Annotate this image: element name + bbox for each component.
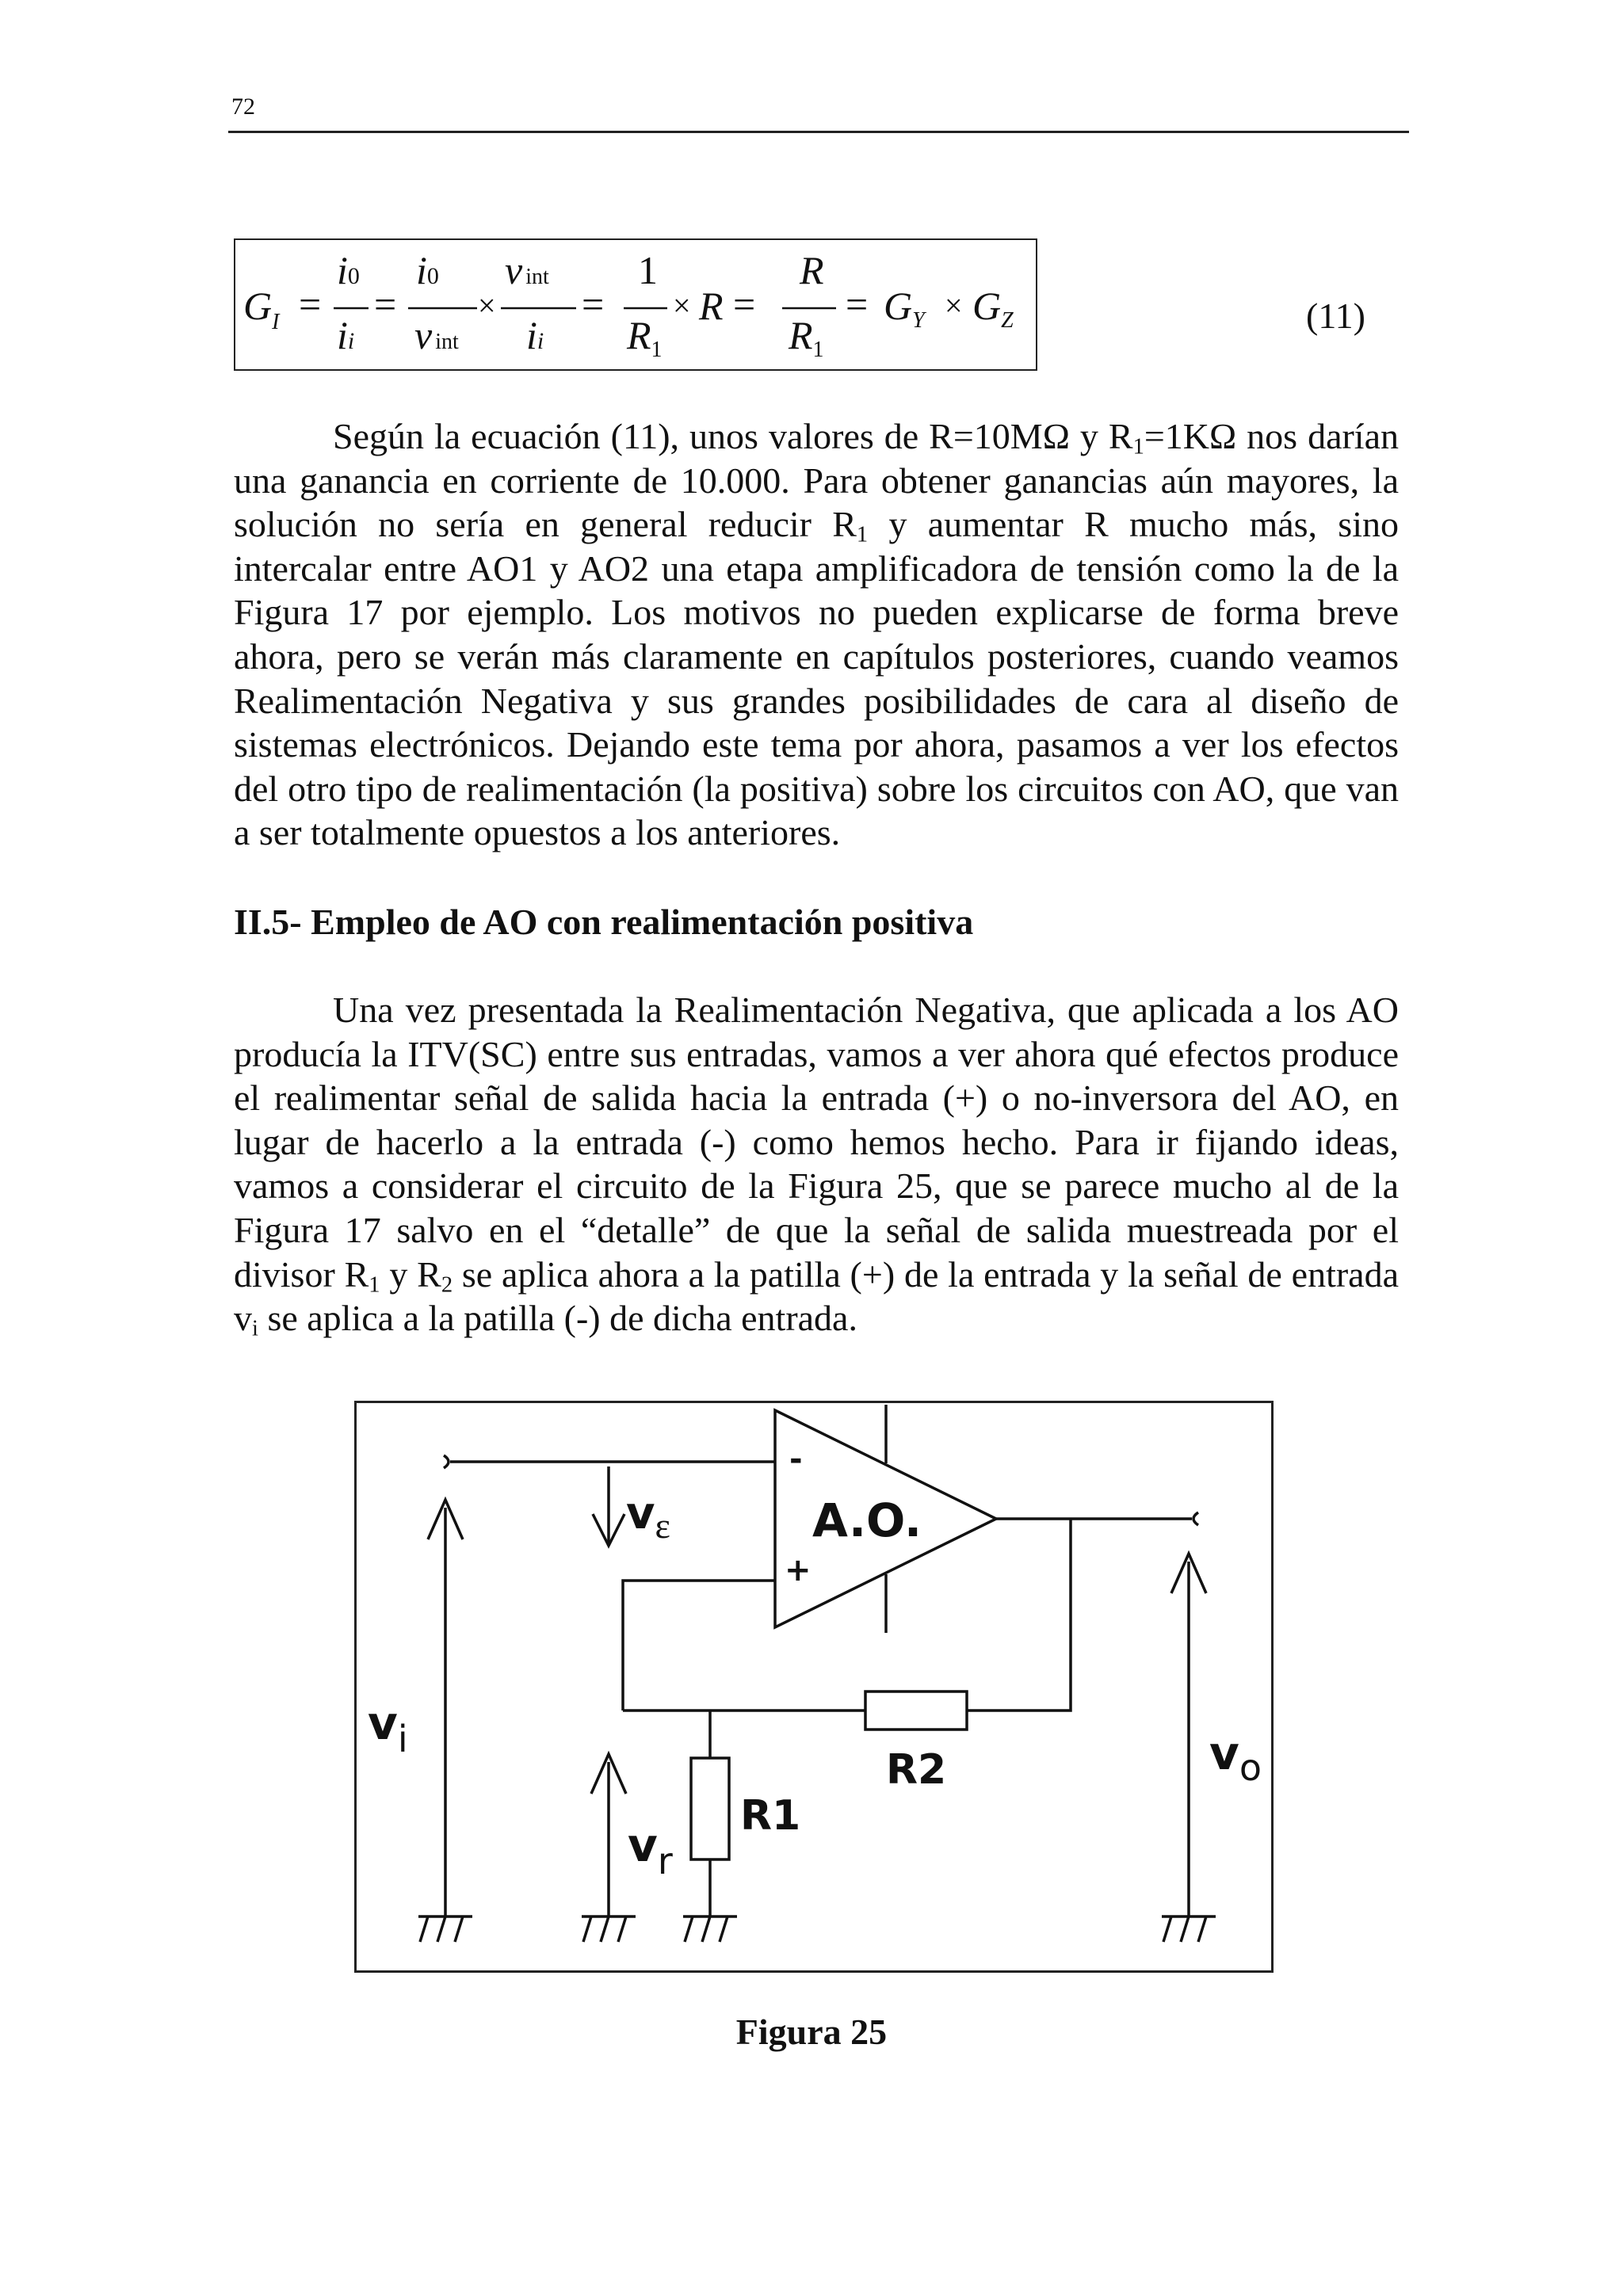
r1-label: R1 xyxy=(740,1792,801,1840)
eq-f3-den: ii xyxy=(526,313,544,357)
eq-f1-num: i0 xyxy=(337,248,360,292)
wire-feedback-plus xyxy=(623,1581,775,1711)
eq-gy: $G_Y$ xyxy=(884,284,925,333)
resistor-r2 xyxy=(865,1691,967,1730)
eq-lhs: $G_I$ xyxy=(243,284,280,334)
eq-f2-num: i0 xyxy=(416,248,439,292)
ground-r1 xyxy=(683,1917,737,1942)
eq-sign-5: = xyxy=(846,282,869,326)
ground-vi xyxy=(418,1917,472,1942)
wire-output-to-r2 xyxy=(967,1519,1071,1711)
vo-label: $v_o$ xyxy=(1209,1726,1262,1789)
r2-label: R2 xyxy=(886,1746,947,1794)
eq-sign-1: = xyxy=(299,282,322,326)
equation-svg xyxy=(235,240,1036,369)
page-number: 72 xyxy=(231,93,255,120)
circuit-diagram xyxy=(357,1403,1271,1970)
ground-vo xyxy=(1162,1917,1216,1942)
eq-f1-den: ii xyxy=(337,313,355,357)
eq-f2-den: vint xyxy=(414,313,459,357)
header-rule xyxy=(228,131,1409,133)
resistor-r1 xyxy=(691,1758,729,1859)
section-heading: II.5- Empleo de AO con realimentación positiva xyxy=(234,902,974,942)
ground-vr xyxy=(582,1917,636,1942)
figure-25-circuit xyxy=(354,1401,1274,1973)
eq-sign-4: = xyxy=(733,282,756,326)
v-epsilon-label: $v_\varepsilon$ xyxy=(626,1488,670,1546)
eq-f5-den: $R_1$ xyxy=(789,313,824,362)
eq-sign-3: = xyxy=(582,282,605,326)
eq-times-2: × xyxy=(673,288,691,323)
output-terminal xyxy=(1193,1512,1198,1525)
eq-f5-num: R xyxy=(800,248,824,292)
opamp-label: A.O. xyxy=(812,1493,922,1547)
paragraph-1: Según la ecuación (11), unos valores de R=10MΩ y $R_1=1K\Omega$ nos darían una ganancia en corriente de 10.000. Para obtener ganancias aún mayores, la solución no sería en general reducir $R_1$ y aumentar R mucho más, sino intercalar entre AO1 y AO2 una etapa amplificadora de tensión como la de la Figura 17 por ejemplo. Los motivos no pueden explicarse de forma breve ahora, pero se verán más claramente en capítulos posteriores, cuando veamos Realimentación Negativa y sus grandes posibilidades de cara al diseño de sistemas electrónicos. Dejando este tema por ahora, pasamos a ver los efectos del otro tipo de realimentación (la positiva) sobre los circuitos con AO, que van a ser totalmente opuestos a los anteriores. xyxy=(234,416,1399,853)
equation-number: (11) xyxy=(1306,296,1365,336)
input-terminal xyxy=(444,1455,449,1468)
eq-f4-num: 1 xyxy=(638,248,658,292)
opamp-plus-sign: + xyxy=(785,1552,812,1589)
vi-label: $v_i$ xyxy=(368,1696,408,1760)
eq-f3-num: vint xyxy=(505,248,549,292)
opamp-minus-sign: - xyxy=(789,1441,803,1478)
eq-f4-den: $R_1$ xyxy=(627,313,663,362)
eq-times-3: × xyxy=(945,288,963,323)
vr-label: $v_r$ xyxy=(628,1818,673,1882)
eq-times-1: × xyxy=(478,288,496,323)
eq-gz: $G_Z$ xyxy=(972,284,1014,333)
eq-mid-r: R xyxy=(699,284,724,328)
paragraph-2: Una vez presentada la Realimentación Negativa, que aplicada a los AO producía la ITV(SC) entre sus entradas, vamos a ver ahora qué efectos produce el realimentar señal de salida hacia la entrada (+) o no-inversora del AO, en lugar de hacerlo a la entrada (-) como hemos hecho. Para ir fijando ideas, vamos a considerar el circuito de la Figura 25, que se parece mucho al de la Figura 17 salvo en el “detalle” de que la señal de salida muestreada por el divisor $R_1$ y $R_2$ se aplica ahora a la patilla (+) de la entrada y la señal de entrada $v_i$ se aplica a la patilla (-) de dicha entrada. xyxy=(234,990,1399,1341)
figure-caption: Figura 25 xyxy=(735,2012,888,2052)
eq-sign-2: = xyxy=(374,282,397,326)
equation-box xyxy=(234,238,1037,371)
